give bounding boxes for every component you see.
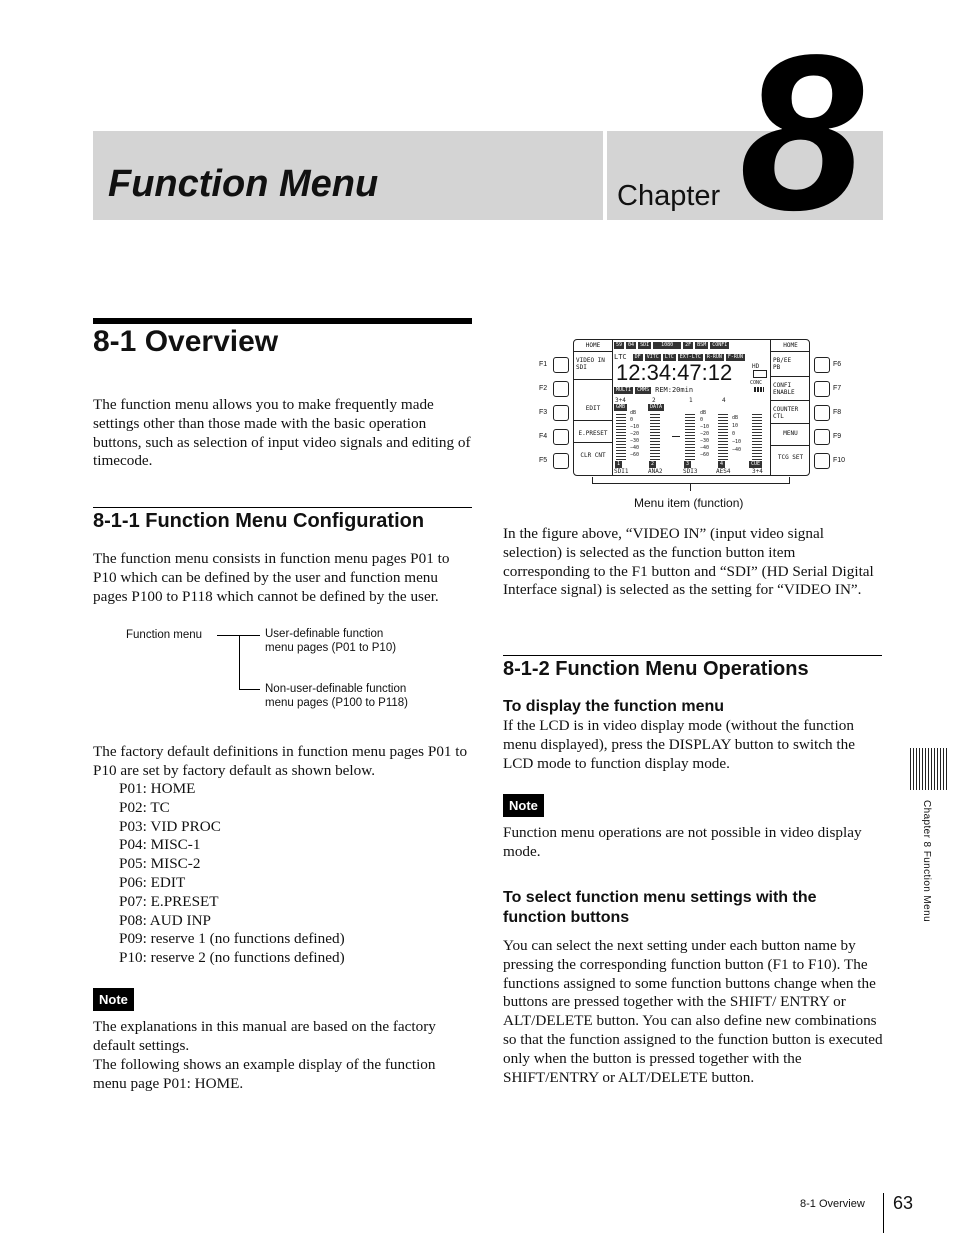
lcd-item-counter: COUNTER CTL	[773, 406, 799, 420]
display-text: If the LCD is in video display mode (without the function menu displayed), press the DISPLAY button to switch the LCD mode to function display mode.	[503, 717, 855, 772]
chapter-label: Chapter	[617, 180, 721, 212]
db-scale: dB 0 −10 −20 −30 −40 −60	[630, 410, 640, 458]
conc-indicator	[754, 387, 764, 392]
default-pages-list	[119, 780, 449, 968]
page-number: 63	[893, 1193, 914, 1213]
lcd-right-column	[770, 340, 810, 475]
audio-meter-cue	[752, 412, 762, 460]
section-rule	[93, 318, 472, 324]
meter-dash	[672, 436, 680, 437]
divider	[771, 445, 810, 446]
status-tag: CONFI	[712, 342, 728, 348]
meter-header: 1	[689, 397, 693, 404]
lcd-item-edit: EDIT	[585, 405, 601, 412]
f10-button[interactable]	[814, 453, 830, 469]
channel-tag: 4	[720, 461, 724, 467]
diagram-connector	[217, 635, 239, 636]
lcd-item-home: HOME	[585, 342, 601, 349]
note-badge: Note	[93, 988, 134, 1011]
meter-header: 4	[722, 397, 726, 404]
diagram-trunk	[239, 635, 240, 689]
f9-button[interactable]	[814, 429, 830, 445]
status-tag: 04	[628, 342, 635, 348]
status-bar-top	[614, 342, 729, 349]
figure-caption: Menu item (function)	[634, 496, 744, 510]
select-text: You can select the next setting under each button name by pressing the corresponding function button (F1 to F10). The functions assigned to some function buttons change when the buttons are pressed together with the SHIFT/ ENTRY or ALT/DELETE button. You can also define new combinations so that the function assigned to the function button is executed only when the button is pressed together with the SHIFT/ENTRY or ALT/DELETE button.	[503, 937, 883, 1086]
list-item: P02: TC	[119, 798, 170, 816]
conc-label: CONC	[750, 380, 763, 386]
audio-meter-4	[718, 412, 728, 460]
f5-label: F5	[539, 457, 548, 464]
f4-label: F4	[539, 433, 548, 440]
lcd-item-clrcnt: CLR CNT	[580, 452, 606, 459]
section-title: 8-1 Overview	[93, 325, 279, 358]
status-tag: DF	[634, 353, 641, 360]
remain-time: REM:20min	[655, 386, 694, 394]
audio-meter-2	[650, 412, 660, 460]
lcd-screen	[573, 339, 810, 476]
sub1-title: 8-1-1 Function Menu Configuration	[93, 510, 425, 532]
status-tag: EXT-LTC	[679, 353, 701, 360]
side-tab-stripes	[910, 748, 949, 790]
list-item: P06: EDIT	[119, 873, 186, 891]
status-tag: BSM	[697, 342, 707, 348]
f6-button[interactable]	[814, 357, 830, 373]
f6-label: F6	[833, 361, 842, 368]
meter-header: 3+4	[615, 397, 626, 404]
lcd-item-epreset: E.PRESET	[578, 430, 608, 437]
tc-source: LTC	[614, 353, 627, 361]
chapter-number: 8	[740, 9, 864, 257]
side-tab-label: Chapter 8 Function Menu	[921, 800, 932, 923]
tape-icon	[753, 370, 767, 378]
channel-tag: 3	[686, 461, 690, 467]
channel-tag: CUE	[751, 461, 761, 467]
lcd-item-video-in: VIDEO IN SDI	[576, 357, 605, 371]
f8-label: F8	[833, 409, 842, 416]
section-intro: The function menu allows you to make frequently made settings other than those made with the basic operation buttons, such as selection of input video signals and editing of timecode.	[93, 396, 471, 470]
note-text-2: The following shows an example display of the function menu page P01: HOME.	[93, 1056, 436, 1092]
divider	[771, 423, 810, 424]
f5-button[interactable]	[553, 453, 569, 469]
diagram-root: Function menu	[126, 629, 203, 641]
diagram-branch-1: User-definable function menu pages (P01 to P10)	[265, 628, 397, 654]
chapter-title: Function Menu	[108, 163, 379, 205]
f4-button[interactable]	[553, 429, 569, 445]
meter-sub-tag: GMB	[616, 404, 626, 410]
divider	[574, 351, 612, 352]
meter-sub-tag: DATA	[650, 404, 663, 410]
channel-tag: 1	[617, 461, 621, 467]
list-item: P03: VID PROC	[119, 817, 221, 835]
status-tag: SDI	[640, 342, 650, 348]
meter-label: AES4	[716, 468, 731, 475]
meter-header: 2	[652, 397, 656, 404]
diagram-branch-1-line	[239, 635, 260, 636]
audio-meter-3	[685, 412, 695, 460]
footer-rule	[883, 1193, 884, 1233]
list-item: P10: reserve 2 (no functions defined)	[119, 949, 345, 967]
divider	[771, 400, 810, 401]
f3-label: F3	[539, 409, 548, 416]
f2-button[interactable]	[553, 381, 569, 397]
f9-label: F9	[833, 433, 842, 440]
lcd-item-tcgset: TCG SET	[777, 454, 804, 461]
f7-label: F7	[833, 385, 842, 392]
figure-description: In the figure above, “VIDEO IN” (input video signal selection) is selected as the function button item corresponding to the F1 button and “SDI” (HD Serial Digital Interface signal) is selected as the setting for “VIDEO IN”.	[503, 525, 874, 599]
sub1-text: The function menu consists in function menu pages P01 to P10 which can be defined by the user and function menu pages P100 to P118 which cannot be defined by the user.	[93, 550, 450, 605]
divider	[771, 376, 810, 377]
meter-label: SDI3	[683, 468, 698, 475]
diagram-branch-2: Non-user-definable function menu pages (P100 to P118)	[265, 683, 408, 709]
note-badge-2: Note	[503, 794, 544, 817]
audio-meter-1	[616, 412, 626, 460]
caption-leader	[690, 483, 691, 491]
mode-tag: CMMS	[637, 386, 650, 393]
lcd-center	[614, 342, 768, 473]
f2-label: F2	[539, 385, 548, 392]
list-item: P05: MISC-2	[119, 855, 201, 873]
lcd-item-confi: CONFI ENABLE	[773, 382, 795, 396]
db-scale-2: dB 10 0 −10 −40	[732, 415, 742, 453]
f8-button[interactable]	[814, 405, 830, 421]
meter-label: SDI1	[614, 468, 629, 475]
heading-display: To display the function menu	[503, 698, 725, 715]
db-scale: dB 0 −10 −20 −30 −40 −60	[700, 410, 710, 458]
f1-label: F1	[539, 361, 548, 368]
f7-button[interactable]	[814, 381, 830, 397]
f1-button[interactable]	[553, 357, 569, 373]
lcd-item-pbee: PB/EE PB	[773, 357, 792, 371]
channel-tag: 2	[651, 461, 655, 467]
status-tag: VITC	[646, 353, 659, 360]
meter-label: 3+4	[752, 468, 763, 475]
status-tag: F-RUN	[727, 353, 743, 360]
list-item: P07: E.PRESET	[119, 892, 219, 910]
diagram-branch-2-line	[239, 689, 260, 690]
heading-select: To select function menu settings with the function buttons	[503, 889, 817, 926]
lcd-item-home-right: HOME	[783, 342, 798, 349]
status-tag: 2F	[685, 342, 692, 348]
status-tag: 1080	[653, 342, 681, 349]
status-tag: LTC	[664, 353, 674, 360]
divider	[771, 351, 810, 352]
footer-section: 8-1 Overview	[800, 1198, 865, 1210]
list-item: P01: HOME	[119, 780, 196, 797]
sub2-title: 8-1-2 Function Menu Operations	[503, 658, 809, 680]
hd-label: HD	[752, 363, 760, 370]
list-item: P04: MISC-1	[119, 836, 201, 854]
sub1-rule	[93, 507, 472, 508]
sub2-rule	[503, 655, 882, 656]
lcd-figure	[536, 336, 850, 486]
mode-tag: MULTI	[616, 386, 632, 393]
note-text-1: The explanations in this manual are based on the factory default settings.	[93, 1018, 436, 1054]
divider	[574, 442, 612, 443]
list-item: P09: reserve 1 (no functions defined)	[119, 930, 345, 948]
defaults-text: The factory default definitions in function menu pages P01 to P10 are set by factory default as shown below.	[93, 743, 468, 779]
lcd-left-column	[574, 340, 613, 475]
list-item: P08: AUD INP	[119, 911, 211, 929]
divider	[574, 420, 612, 421]
f10-label: F10	[833, 457, 846, 464]
lcd-item-menu: MENU	[783, 430, 798, 437]
mode-row	[614, 386, 693, 394]
f3-button[interactable]	[553, 405, 569, 421]
note-text-3: Function menu operations are not possible in video display mode.	[503, 824, 862, 860]
status-tag: R-RUN	[706, 353, 722, 360]
divider	[574, 379, 612, 380]
timecode: 12:34:47:12	[616, 360, 733, 385]
meter-label: ANA2	[648, 468, 663, 475]
caption-bracket	[592, 477, 790, 484]
status-tag: 59	[616, 342, 623, 348]
